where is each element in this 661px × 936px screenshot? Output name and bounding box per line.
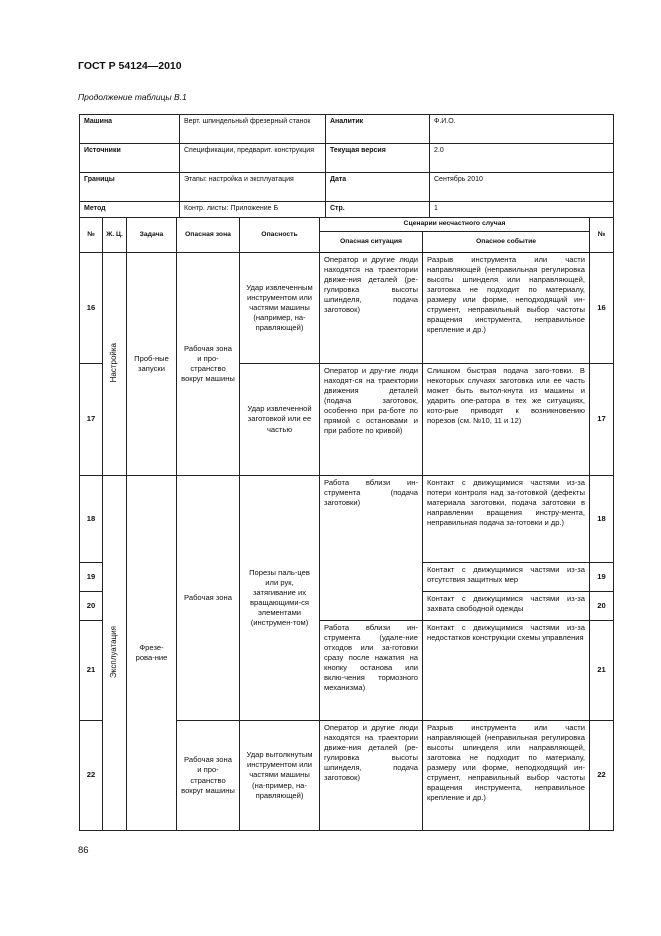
row-number-right: 19	[590, 563, 614, 592]
limits-value: Этапы: настройка и эксплуатация	[180, 173, 326, 202]
lifecycle-label: Настройка	[109, 342, 119, 383]
hazard-table	[79, 217, 614, 831]
table-caption: Продолжение таблицы В.1	[78, 92, 187, 102]
row-number-right: 21	[590, 621, 614, 721]
col-situation: Опасная ситуация	[320, 232, 423, 253]
lifecycle-label: Эксплуатация	[109, 625, 119, 678]
document-title: ГОСТ Р 54124—2010	[78, 60, 182, 72]
col-task: Задача	[127, 218, 177, 253]
col-num: №	[80, 218, 103, 253]
analyst-label: Аналитик	[326, 115, 430, 144]
event-cell: Разрыв инструмента или части направляющей (неправильная регулировка высоты шпинделя или направляющей, заготовка не подходит по материалу, размеру или форме, неподходящий ин-струмент, неправильный выбор частоты вращения инструмента, неправильное крепление и др.)	[423, 253, 590, 364]
page-label: Стр.	[326, 202, 430, 218]
hazard-cell: Удар вытолкнутым инструментом или частями машины (на-пример, на-правляющей)	[240, 721, 320, 831]
page-value: 1	[430, 202, 614, 218]
zone-cell: Рабочая зона и про-странство вокруг машины	[177, 721, 240, 831]
col-scenarios: Сценарии несчастного случая	[320, 218, 590, 232]
hazard-cell: Удар извлеченным инструментом или частями машины (например, на-правляющей)	[240, 253, 320, 364]
col-hazard: Опасность	[240, 218, 320, 253]
lifecycle-cell	[103, 476, 127, 831]
situation-cell: Оператор и дру-гие люди находят-ся на траектории движения деталей (подача заготовок, особенно при ра-боте по прямой с остановами и при работе по кривой)	[320, 364, 423, 476]
event-cell: Слишком быстрая подача заго-товки. В некоторых случаях заготовка или ее часть может быть вытол-кнута из машины и ударить опе-ратора в тех же ситуациях, кото-рые приводят к возникновению порезов (см. №10, 11 и 12)	[423, 364, 590, 476]
method-label: Метод	[80, 202, 180, 218]
analyst-value: Ф.И.О.	[430, 115, 614, 144]
col-zone: Опасная зона	[177, 218, 240, 253]
date-value: Сентябрь 2010	[430, 173, 614, 202]
row-number: 19	[80, 563, 103, 592]
row-number: 18	[80, 476, 103, 563]
row-number: 22	[80, 721, 103, 831]
version-label: Текущая версия	[326, 144, 430, 173]
table-row	[80, 476, 614, 563]
col-num-right: №	[590, 218, 614, 253]
machine-value: Верт. шпиндельный фрезерный станок	[180, 115, 326, 144]
method-value: Контр. листы: Приложение Б	[180, 202, 326, 218]
col-event: Опасное событие	[423, 232, 590, 253]
page-number: 86	[78, 845, 89, 856]
situation-cell: Оператор и другие люди находятся на траектории движе-ния деталей (ре-гулировка высоты шпинделя, подача заготовок)	[320, 253, 423, 364]
row-number-right: 17	[590, 364, 614, 476]
row-number-right: 18	[590, 476, 614, 563]
meta-table	[79, 114, 614, 218]
lifecycle-cell	[103, 253, 127, 476]
task-cell: Фрезе-рова-ние	[127, 476, 177, 831]
row-number-right: 20	[590, 592, 614, 621]
row-number-right: 16	[590, 253, 614, 364]
row-number: 20	[80, 592, 103, 621]
situation-cell: Работа вблизи ин-струмента (подача заготовки)	[320, 476, 423, 621]
zone-cell: Рабочая зона	[177, 476, 240, 721]
row-number: 17	[80, 364, 103, 476]
event-cell: Контакт с движущимися частями из-за потери контроля над за-готовкой (дефекты материала заготовки, подача заготовки в направлении вращения инстру-мента, неправильная подача за-готовки и др.)	[423, 476, 590, 563]
row-number: 16	[80, 253, 103, 364]
hazard-cell: Порезы паль-цев или рук, затягивание их вращающими-ся элементами (инструмен-том)	[240, 476, 320, 721]
event-cell: Разрыв инструмента или части направляющей (неправильная регулировка высоты шпинделя или направляющей, заготовка не подходит по материалу, размеру или форме, неподходящий ин-струмент, неправильный выбор частоты вращения инструмента, неправильное крепление и др.)	[423, 721, 590, 831]
event-cell: Контакт с движущимися частями из-за отсутствия защитных мер	[423, 563, 590, 592]
sources-label: Источники	[80, 144, 180, 173]
col-lifecycle: Ж. Ц.	[103, 218, 127, 253]
situation-cell: Оператор и другие люди находятся на траектории движе-ния деталей (ре-гулировка высоты шпинделя, подача заготовок)	[320, 721, 423, 831]
row-number-right: 22	[590, 721, 614, 831]
machine-label: Машина	[80, 115, 180, 144]
task-cell: Проб-ные запуски	[127, 253, 177, 476]
event-cell: Контакт с движущимися частями из-за недостатков конструкции схемы управления	[423, 621, 590, 721]
row-number: 21	[80, 621, 103, 721]
limits-label: Границы	[80, 173, 180, 202]
table-row	[80, 253, 614, 364]
version-value: 2.0	[430, 144, 614, 173]
date-label: Дата	[326, 173, 430, 202]
situation-cell: Работа вблизи ин-струмента (удале-ние отходов или за-готовки сразу после нажатия на кнопку останова или вклю-чения тормозного механизма)	[320, 621, 423, 721]
event-cell: Контакт с движущимися частями из-за захвата свободной одежды	[423, 592, 590, 621]
hazard-cell: Удар извлеченной заготовкой или ее частью	[240, 364, 320, 476]
zone-cell: Рабочая зона и про-странство вокруг машины	[177, 253, 240, 476]
sources-value: Спецификации, предварит. конструкция	[180, 144, 326, 173]
